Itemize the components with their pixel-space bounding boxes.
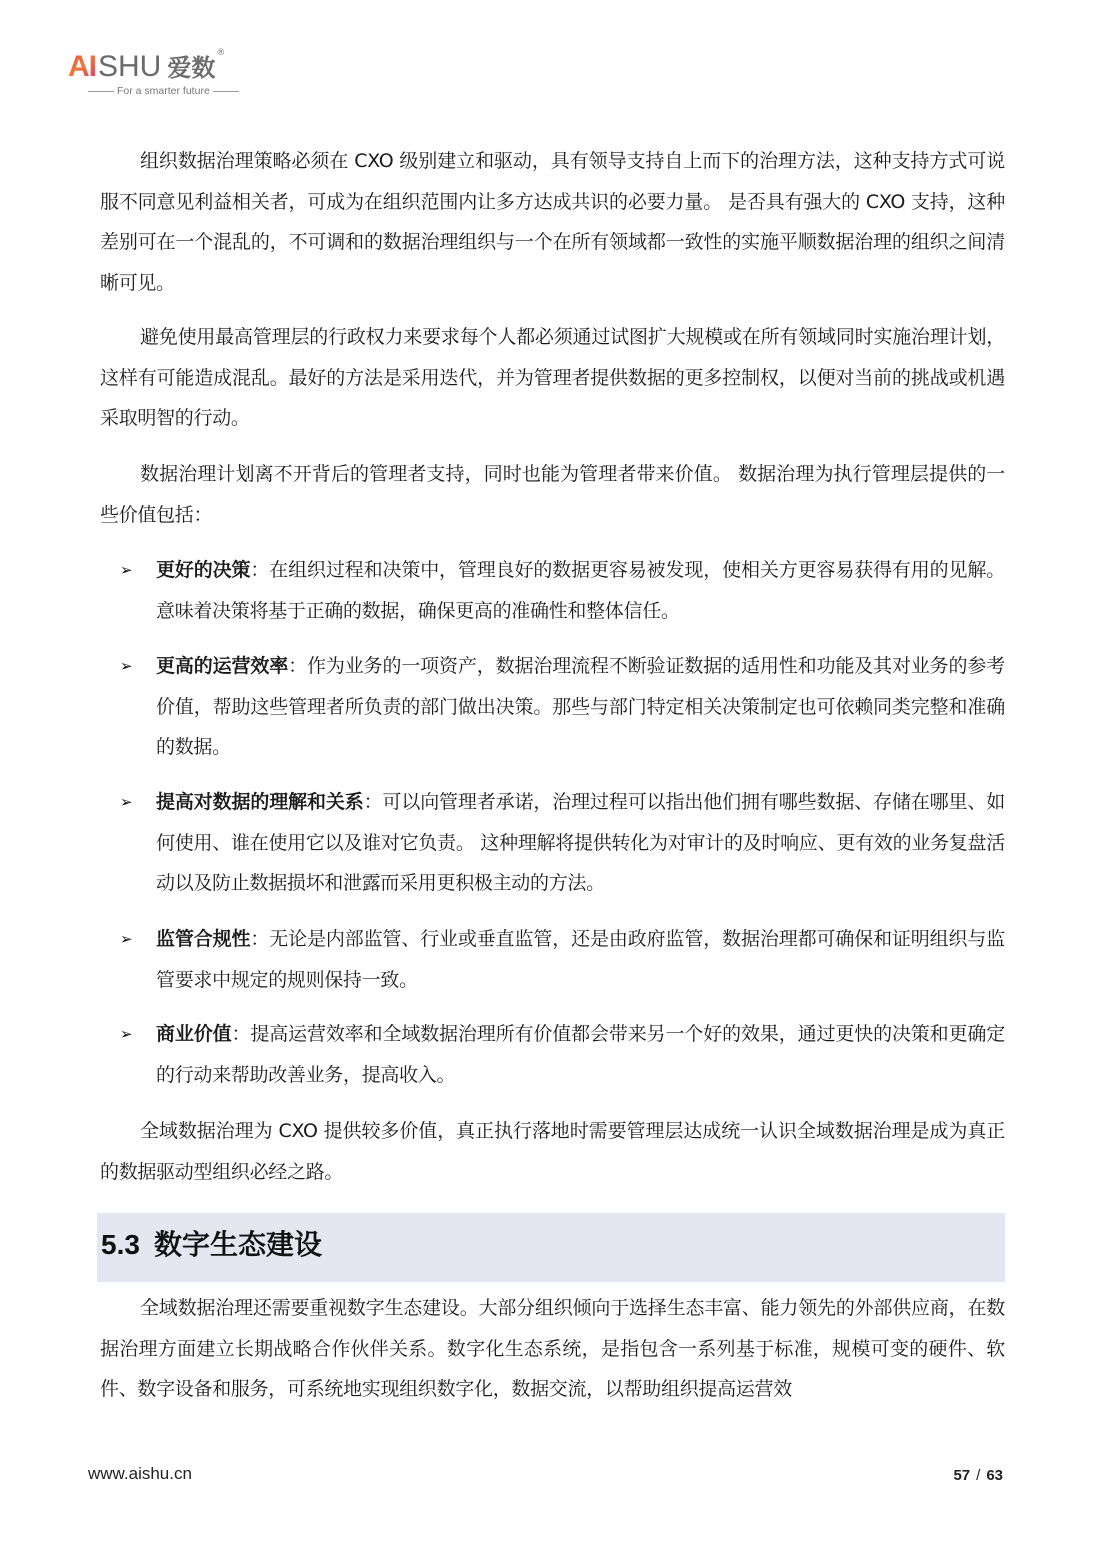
- paragraph-cxo-strategy: 组织数据治理策略必须在 CXO 级别建立和驱动，具有领导支持自上而下的治理方法，这种支持方式可说服不同意见利益相关者，可成为在组织范围内让多方达成共识的必要力量。 是否具有强大的 CXO 支持，这种差别可在一个混乱的，不可调和的数据治理组织与一个在所有领域都一致性的实施平顺数据治理的组织之间清晰可见。: [100, 150, 1005, 294]
- aishu-logo: [68, 50, 278, 100]
- page-separator: /: [976, 1467, 981, 1484]
- list-item-text: [156, 782, 1005, 904]
- list-item: [120, 646, 1005, 768]
- list-item-body: ：在组织过程和决策中，管理良好的数据更容易被发现，使相关方更容易获得有用的见解。意味着决策将基于正确的数据，确保更高的准确性和整体信任。: [156, 559, 1005, 622]
- arrow-bullet-icon: ➢: [120, 930, 133, 948]
- page-current: 57: [953, 1467, 971, 1484]
- paragraph-avoid-admin-power: 避免使用最高管理层的行政权力来要求每个人都必须通过试图扩大规模或在所有领域同时实施治理计划，这样有可能造成混乱。最好的方法是采用迭代，并为管理者提供数据的更多控制权，以便对当前的挑战或机遇采取明智的行动。: [100, 326, 1005, 429]
- list-item-body: ：提高运营效率和全域数据治理所有价值都会带来另一个好的效果，通过更快的决策和更确定的行动来帮助改善业务，提高收入。: [156, 1023, 1005, 1086]
- arrow-bullet-icon: ➢: [120, 793, 133, 811]
- arrow-bullet-icon: ➢: [120, 561, 133, 579]
- divider: [88, 91, 114, 92]
- registered-icon: ®: [216, 48, 226, 58]
- page-total: 63: [986, 1467, 1003, 1484]
- arrow-bullet-icon: ➢: [120, 1025, 133, 1043]
- list-item: [120, 782, 1005, 904]
- section-heading-bar: [97, 1213, 1005, 1282]
- logo-name: SHU: [98, 50, 162, 83]
- list-item-text: [156, 919, 1005, 1000]
- list-item-title: 商业价值: [156, 1023, 232, 1045]
- list-item: [120, 1014, 1005, 1095]
- list-item-text: [156, 550, 1005, 631]
- section-heading: [101, 1223, 322, 1263]
- footer-website-link[interactable]: www.aishu.cn: [88, 1464, 192, 1483]
- list-item-body: ：可以向管理者承诺，治理过程可以指出他们拥有哪些数据、存储在哪里、如何使用、谁在使用它以及谁对它负责。 这种理解将提供转化为对审计的及时响应、更有效的业务复盘活动以及防止数据损坏和泄露而采用更积极主动的方法。: [156, 791, 1005, 894]
- logo-tagline: [88, 85, 278, 97]
- arrow-bullet-icon: ➢: [120, 657, 133, 675]
- paragraph-digital-ecosystem: 全域数据治理还需要重视数字生态建设。大部分组织倾向于选择生态丰富、能力领先的外部供应商，在数据治理方面建立长期战略合作伙伴关系。数字化生态系统，是指包含一系列基于标准，规模可变的硬件、软件、数字设备和服务，可系统地实现组织数字化，数据交流，以帮助组织提高运营效: [100, 1297, 1005, 1400]
- list-item-body: ：无论是内部监管、行业或垂直监管，还是由政府监管，数据治理都可确保和证明组织与监管要求中规定的规则保持一致。: [156, 928, 1005, 991]
- list-item-text: [156, 646, 1005, 768]
- list-item-title: 监管合规性: [156, 928, 251, 950]
- list-item-body: ：作为业务的一项资产，数据治理流程不断验证数据的适用性和功能及其对业务的参考价值，帮助这些管理者所负责的部门做出决策。那些与部门特定相关决策制定也可依赖同类完整和准确的数据。: [156, 655, 1005, 758]
- page-number: [953, 1467, 1003, 1484]
- section-title: 数字生态建设: [153, 1228, 322, 1261]
- tagline-text: For a smarter future: [117, 85, 210, 97]
- divider: [213, 91, 239, 92]
- list-item-text: [156, 1014, 1005, 1095]
- list-item-title: 提高对数据的理解和关系: [156, 791, 364, 813]
- list-item: [120, 550, 1005, 631]
- logo-mark: AI: [68, 50, 96, 83]
- list-item: [120, 919, 1005, 1000]
- paragraph-manager-support: 数据治理计划离不开背后的管理者支持，同时也能为管理者带来价值。 数据治理为执行管理层提供的一些价值包括：: [100, 463, 1005, 526]
- list-item-title: 更高的运营效率: [156, 655, 289, 677]
- section-number: 5.3: [101, 1229, 140, 1260]
- logo-name-cn: 爱数: [167, 54, 216, 82]
- paragraph-closing: 全域数据治理为 CXO 提供较多价值，真正执行落地时需要管理层达成统一认识全域数据治理是成为真正的数据驱动型组织必经之路。: [100, 1120, 1005, 1183]
- list-item-title: 更好的决策: [156, 559, 251, 581]
